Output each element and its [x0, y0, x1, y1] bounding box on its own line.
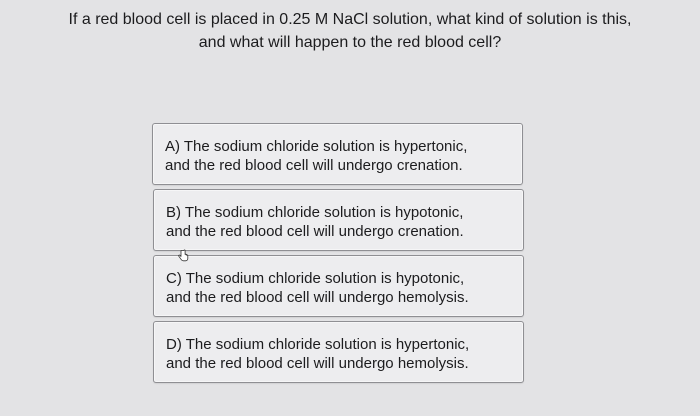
- question-line-1: If a red blood cell is placed in 0.25 M NaCl solution, what kind of solution is this,: [68, 11, 632, 28]
- option-c-line-2: and the red blood cell will undergo hemolysis.: [166, 289, 469, 306]
- option-b-line-2: and the red blood cell will undergo crenation.: [166, 223, 464, 240]
- option-a-line-1: A) The sodium chloride solution is hypertonic,: [165, 138, 468, 155]
- answer-options: [152, 123, 523, 387]
- question-line-2: and what will happen to the red blood cell?: [198, 34, 502, 51]
- option-d-line-2: and the red blood cell will undergo hemolysis.: [166, 355, 469, 372]
- option-d-button[interactable]: [153, 321, 524, 383]
- hand-pointer-icon: [176, 249, 190, 263]
- option-c-line-1: C) The sodium chloride solution is hypotonic,: [166, 270, 465, 287]
- option-d-line-1: D) The sodium chloride solution is hypertonic,: [166, 336, 470, 353]
- option-a-button[interactable]: [152, 123, 523, 185]
- option-a-line-2: and the red blood cell will undergo crenation.: [165, 157, 463, 174]
- question-text: [0, 8, 700, 54]
- option-c-button[interactable]: [153, 255, 524, 317]
- option-b-button[interactable]: [153, 189, 524, 251]
- option-b-line-1: B) The sodium chloride solution is hypotonic,: [166, 204, 464, 221]
